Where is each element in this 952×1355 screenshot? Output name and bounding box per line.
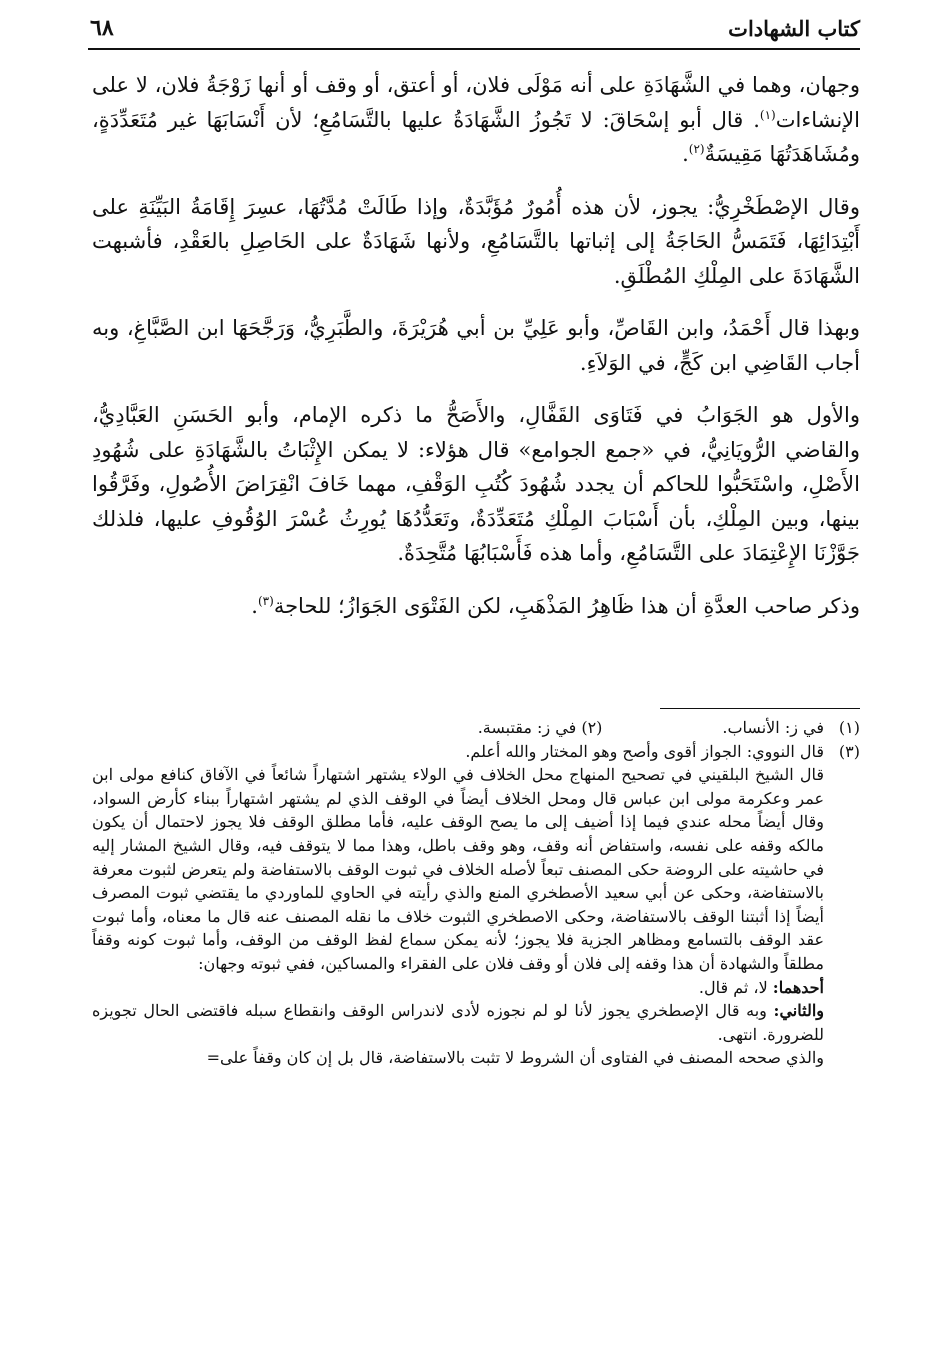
footnote-marker-3[interactable]: (٣) bbox=[257, 593, 274, 608]
paragraph-2: وقال الإصْطَخْرِيُّ: يجوز، لأن هذه أُمُورٌ مُؤَبَّدَةٌ، وإذا طَالَتْ مُدَّتُهَا، عسِرَ إِقَامَةُ البَيِّنَةِ على أَبْتِدَائِهَا، فَتَمَسُّ الحَاجَةُ إلى إثباتها بالتَّسَامُعِ، ولأنها شَهَادَةٌ على الحَاصِلِ بالعَقْدِ، فأشبهت الشَّهَادَةَ على المِلْكِ المُطْلَقِ. bbox=[92, 194, 860, 288]
footnote-line: والثاني: وبه قال الإصطخري يجوز لأنا لو لم نجوزه لأدى لاندراس الوقف وانقطاع سبله فاقتضى الحال تجويزه للضرورة. انتهى. bbox=[92, 1001, 824, 1044]
footnote-line: قال الشيخ البلقيني في تصحيح المنهاج محل الخلاف في الولاء يشتهر اشتهاراً شائعاً في الآفاق كنافع مولى ابن عمر وعكرمة مولى ابن عباس قال ومحل الخلاف أيضاً في الوقف الذي لم يشتهر اشتهاراً ببناء كأرض السواد، وقال أيضاً محله عندي فيما إذا أضيف إلى ما يصح الوقف عليه، فأما مطلق الوقف فلا يجوز لاحتمال أن يكون مالكه وقفه على نفسه، واستفاض أنه وقف، وهو وقف باطل، وهذا مما لا يتوقف فيه، وقال الشيخ المشار إليه في حاشيته على الروضة حكى المصنف تبعاً لأصله الخلاف في ثبوت الوقف بالاستفاضة ولم يتعرض لثبوت معرفة بالاستفاضة، وحكى عن أبي سعيد الأصطخري المنع والذي رأيته في الحاوي للماوردي ما يقتضي ثبوت المصرف أيضاً إذا أثبتنا الوقف بالاستفاضة، وحكى الاصطخري الثبوت خلاف ما نقله المصنف عنه قال ما معناه، وأما ثبوت عقد الوقف بالتسامع ومظاهر الجزية فلا يجوز؛ لأنه يمكن سماع لفظ الوقف من الوقف، وأما ثبوت كونه وقفاً مطلقاً والشهادة أن هذا وقفه إلى فلان أو وقف فلان على الفقراء والمساكين، ففي ثبوته وجهان: bbox=[92, 765, 825, 973]
footnote-2-text: (٢) في ز: مقتبسة. bbox=[477, 718, 603, 737]
page-header bbox=[90, 10, 860, 46]
footnote-marker-2[interactable]: (٢) bbox=[688, 142, 705, 156]
footnote-3 bbox=[92, 740, 860, 1070]
paragraph-3: وبهذا قال أَحْمَدُ، وابن القَاصِّ، وأبو عَلِيِّ بن أبي هُرَيْرَةَ، والطَّبَرِيُّ، وَرَجَّحَهَا ابن الصَّبَّاغِ، وبه أجاب القَاضِي ابن كَجٍّ، في الوَلاَءِ. bbox=[92, 316, 860, 375]
footnote-separator bbox=[660, 708, 860, 709]
page-number: ٦٨ bbox=[90, 15, 114, 41]
paragraph-5: وذكر صاحب العدَّةِ أن هذا ظَاهِرُ المَذْهَبِ، لكن الفَتْوَى الجَوَازُ؛ للحاجة$^{(٣)}$. bbox=[251, 593, 860, 618]
paragraph-4: والأول هو الجَوَابُ في فَتَاوَى القَفَّالِ، والأَصَحُّ ما ذكره الإمام، وأبو الحَسَنِ العَبَّادِيُّ، والقاضي الرُّويَانِيُّ، في «جمع الجوامع» قال هؤلاء: لا يمكن الإِثْبَاتُ بالشَّهَادَةِ على شُهُودِ الأَصْلِ، واسْتَحَبُّوا للحاكم أن يجدد شُهُودَ كُتُبِ الوَقْفِ، مهما خَافَ انْقِرَاضَ الأُصُولِ، وفَرَّقُوا بينها، وبين المِلْكِ، بأن أَسْبَابَ المِلْكِ مُتَعَدِّدَةٌ، وتَعَدُّدُهَا يُورِثُ عُسْرَ الوُقُوفِ عليها، فلذلك جَوَّزْنَا الإِعْتِمَادَ على التَّسَامُعِ، وأما هذه فَأَسْبَابُهَا مُتَّحِدَةٌ. bbox=[92, 403, 860, 565]
footnote-number: (١) bbox=[838, 718, 860, 737]
label-first: أحدهما: bbox=[772, 977, 824, 997]
label-second: والثاني: bbox=[773, 1001, 824, 1021]
footnotes bbox=[92, 716, 860, 1070]
footnote-marker-1[interactable]: (١) bbox=[759, 107, 776, 122]
footnote-1 bbox=[92, 716, 860, 740]
paragraph-1: وجهان، وهما في الشَّهَادَةِ على أنه مَوْلَى فلان، أو أعتق، أو وقف أو أنها زَوْجَةُ فلان، لا على الإنشاءات$^{(١)}$. قال أبو إسْحَاقَ: لا تَجُوزُ الشَّهَادَةُ عليها بالتَّسَامُعِ؛ لأن أَنْسَابَهَا غير مُتَعَدِّدَةٍ، ومُشَاهَدَتُهَا مَقِيسَةٌ$^{(٢)}$. bbox=[92, 73, 860, 166]
footnote-line: قال النووي: الجواز أقوى وأصح وهو المختار والله أعلم. bbox=[465, 741, 824, 761]
header-rule bbox=[88, 48, 860, 50]
running-title: كتاب الشهادات bbox=[728, 15, 860, 41]
main-text bbox=[92, 68, 860, 641]
footnote-line: والذي صححه المصنف في الفتاوى أن الشروط لا تثبت بالاستفاضة، قال بل إن كان وقفاً على= bbox=[206, 1048, 824, 1068]
footnote-text: في ز: الأنساب. bbox=[722, 718, 824, 737]
footnote-number: (٣) bbox=[838, 741, 860, 761]
footnote-line: أحدهما: لا، ثم قال. bbox=[698, 977, 824, 997]
